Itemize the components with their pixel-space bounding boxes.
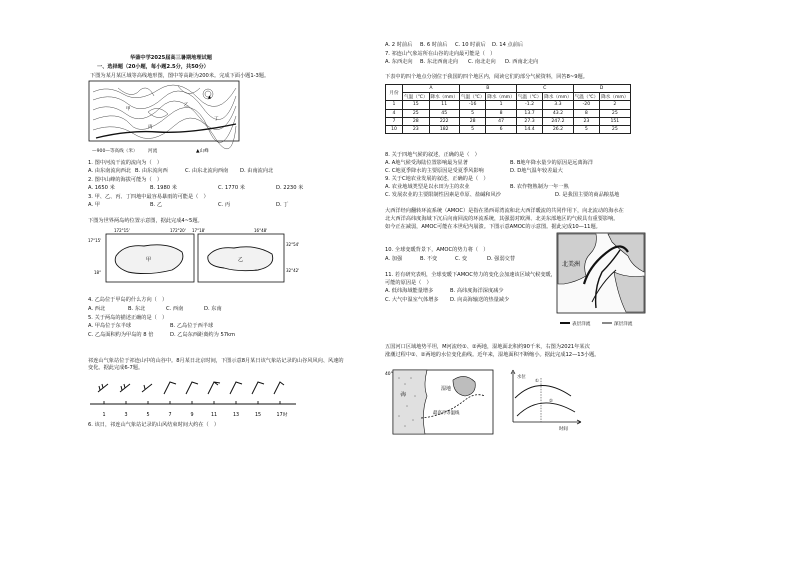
q3-stem: 3. 甲、乙、丙、丁四地中最容易暴雨的可能是（ ） [88, 194, 209, 200]
sub-header: 气温（℃） [516, 93, 543, 101]
q8-option-d[interactable]: D. D地气温年较差最大 [510, 168, 563, 174]
q6-option-b[interactable]: B. 6 时前后 [420, 42, 448, 48]
q3-option-a[interactable]: A. 甲 [88, 202, 100, 208]
tide-curve-label: ① [535, 379, 539, 384]
sub-header: 降水（mm） [429, 93, 459, 101]
svg-text:乙: 乙 [184, 103, 189, 108]
sub-header: 气温（℃） [459, 93, 486, 101]
lat-label: 17°15' [88, 238, 102, 243]
wind-tick: 15 [254, 413, 262, 418]
tide-intro-line: 涨潮过程中①、②两地的水位变化曲线。近年来，湿地面积不断缩小。据此完成12—13小题。 [385, 352, 600, 358]
q6-option-c[interactable]: C. 10 时前后 [455, 42, 486, 48]
section-intro: 下图为某月某区域等高线地形图，图中等高距为200米。完成下面小题1-3题。 [90, 73, 270, 79]
wind-tick: 7 [168, 413, 172, 418]
q9-option-c[interactable]: C. 发展农业的主要限制性因素是草原、盐碱和风沙 [385, 192, 501, 198]
tide-label: 40° [385, 372, 393, 377]
sub-header: 气温（℃） [573, 93, 600, 101]
wind-tick: 17时 [276, 413, 288, 418]
q4-option-a[interactable]: A. 西北 [88, 306, 106, 312]
tide-label: 最高月等温线 [433, 411, 460, 416]
lon-label: 16°48' [254, 228, 268, 233]
q9-option-d[interactable]: D. 是我国主要的商品粮基地 [555, 192, 620, 198]
q8-stem: 8. 关于四地气候的叙述，正确的是（ ） [385, 152, 480, 158]
exam-title: 华蓥中学2025届高三暑期地理试题 [130, 55, 212, 61]
q11-option-a[interactable]: A. 低纬海域能量增多 [385, 288, 434, 294]
q7-option-b[interactable]: B. 东北西南走向 [420, 59, 458, 65]
wind-tick: 13 [232, 413, 240, 418]
legend-river: 河流 [148, 149, 158, 154]
svg-text:甲: 甲 [126, 107, 131, 112]
q2-stem: 2. 图中山峰的海拔可能为（ ） [88, 177, 163, 183]
q4-option-d[interactable]: D. 东南 [204, 306, 222, 312]
legend-surface: 表层洋流 [572, 322, 591, 327]
q7-option-d[interactable]: D. 西南北走向 [505, 59, 539, 65]
legend-contour: —900—等高线（米） [92, 149, 138, 154]
q8-option-b[interactable]: B. B地年降水量少的原因是远离海洋 [510, 160, 594, 166]
tide-label: 湿地 [441, 386, 452, 392]
q5-option-b[interactable]: B. 乙岛位于西半球 [170, 323, 214, 329]
amoc-label-na: 北美洲 [562, 261, 581, 268]
q9-stem: 9. 关于C地农业发展的叙述，正确的是（ ） [385, 176, 489, 182]
lat-label: 32°54' [286, 242, 300, 247]
legend-deep: 深层洋流 [614, 322, 633, 327]
q10-option-a[interactable]: A. 加强 [385, 256, 403, 262]
q3-option-b[interactable]: B. 乙 [150, 202, 163, 208]
q4-stem: 4. 乙岛位于甲岛的什么方向（ ） [88, 297, 168, 303]
peak-icon: ▲ [208, 94, 212, 99]
amoc-intro-line: 如今正在减弱，AMOC可能在本世纪内崩溃。下图示意AMOC的示意图。据此完成10—11题。 [385, 224, 601, 230]
q6-stem: 6. 该日，祁连山气象站记录的山风结束时间大约在（ ） [88, 422, 220, 428]
tide-ylabel: 水位 [517, 375, 526, 380]
lat-label: 18° [94, 270, 102, 275]
table-row: 1 15 11 -16 1 -1.2 3.3 -20 2 [386, 101, 631, 109]
sub-header: 降水（mm） [600, 93, 630, 101]
q2-option-d[interactable]: D. 2230 米 [276, 185, 304, 191]
lon-label: 172°15' [114, 228, 130, 233]
q10-stem: 10. 全球变暖背景下，AMOC的势力将（ ） [385, 247, 489, 253]
lon-label: 17°18' [192, 228, 206, 233]
islands-figure [88, 226, 308, 288]
q1-stem: 1. 图中河流干流的流向为（ ） [88, 160, 163, 166]
sub-header: 降水（mm） [543, 93, 573, 101]
q2-option-a[interactable]: A. 1650 米 [88, 185, 115, 191]
q1-option-a[interactable]: A. 由东南流向西北 [88, 168, 132, 174]
q11-option-c[interactable]: C. 大气中温室气体增多 [385, 297, 439, 303]
wind-tick: 3 [124, 413, 128, 418]
section-heading: 一、选择题（20小题，每小题2.5分，共50分） [97, 64, 209, 70]
table-row: 4 25 45 5 8 13.7 43.2 8 25 [386, 109, 631, 117]
q9-option-b[interactable]: B. 农作物熟制为一年一熟 [510, 184, 569, 190]
q6-option-d[interactable]: D. 14 点前后 [492, 42, 524, 48]
q5-stem: 5. 关于两岛的描述正确的是（ ） [88, 315, 168, 321]
station-header: C [516, 85, 573, 93]
island-name: 甲 [146, 257, 152, 263]
amoc-intro-line: 北大西洋高纬度海域下沉后向南回流的环流系统，其强弱对欧洲、北美东部地区的气候具有重要影响。 [385, 216, 619, 222]
svg-text:丙: 丙 [148, 125, 153, 130]
q5-option-a[interactable]: A. 甲岛位于东半球 [88, 323, 132, 329]
table-row: 7 28 222 28 47 27.3 247.2 23 151 [386, 117, 631, 125]
lon-label: 172°20' [170, 228, 186, 233]
sub-header: 气温（℃） [403, 93, 430, 101]
q1-option-b[interactable]: B. 由东流向西 [135, 168, 168, 174]
q7-option-a[interactable]: A. 东西走向 [385, 59, 413, 65]
tide-label: 海 [401, 392, 407, 398]
wind-intro: 祁连山气象站位于祁连山中的山谷中。8月某日北京时间，下图示意8月某日该气象站记录的山谷风风向、风速的变化。据此完成6-7题。 [88, 358, 344, 371]
q11-option-d[interactable]: D. 向高海输送的热量减少 [450, 297, 510, 303]
amoc-map [556, 232, 646, 332]
wind-tick: 1 [102, 413, 106, 418]
q7-option-c[interactable]: C. 南北走向 [468, 59, 496, 65]
islands-intro: 下图为世界两岛屿位置示意图，据此完成4~5题。 [88, 218, 203, 224]
q2-option-c[interactable]: C. 1770 米 [218, 185, 245, 191]
wind-tick: 5 [146, 413, 150, 418]
q4-option-c[interactable]: C. 西南 [166, 306, 184, 312]
q5-option-d[interactable]: D. 乙岛东西距离约为 57km [170, 332, 236, 338]
q1-option-c[interactable]: C. 由东北流向西南 [185, 168, 229, 174]
table-row: 10 23 182 5 6 14.4 26.2 5 25 [386, 125, 631, 133]
legend-peak: ▲山峰 [196, 149, 209, 154]
lat-label: 32°42' [286, 268, 300, 273]
station-header: D [573, 85, 630, 93]
sub-header: 降水（mm） [486, 93, 516, 101]
q2-option-b[interactable]: B. 1980 米 [150, 185, 177, 191]
tide-xlabel: 时间 [559, 427, 568, 432]
q1-option-d[interactable]: D. 由南流向北 [240, 168, 274, 174]
tide-map [385, 366, 495, 436]
month-header: 月份 [386, 85, 403, 101]
wind-tick: 11 [210, 413, 218, 418]
amoc-intro-line: 大西洋经向翻转环流系统（AMOC）是指在墨西哥湾流和北大西洋暖流的共同作用下，向北流动的海水在 [385, 208, 624, 214]
q8-option-c[interactable]: C. C地夏季降水的主要原因是受夏季风影响 [385, 168, 484, 174]
q11-option-b[interactable]: B. 高纬度海洋深度减少 [450, 288, 504, 294]
q10-option-b[interactable]: B. 不变 [420, 256, 438, 262]
tide-curve-2 [517, 403, 575, 416]
table-intro: 下表中的四个地点分别位于我国的四个地区内，阅读它们的部分气候资料，回答8~9题。 [385, 74, 588, 80]
station-header: A [403, 85, 460, 93]
q7-stem: 7. 祁连山气象站所在山谷的走向最可能是（ ） [385, 51, 496, 57]
island-name: 乙 [238, 257, 244, 263]
wind-barb-figure [86, 378, 301, 422]
q10-option-c[interactable]: C. 变 [455, 256, 468, 262]
q8-option-a[interactable]: A. A地气候受海陆位置影响最为显著 [385, 160, 468, 166]
station-header: B [459, 85, 516, 93]
q3-option-d[interactable]: D. 丁 [276, 202, 289, 208]
q6-option-a[interactable]: A. 2 时前后 [385, 42, 413, 48]
q11-stem: 可能的原因是（ ） [385, 280, 432, 286]
q4-option-b[interactable]: B. 东北 [128, 306, 146, 312]
svg-text:丁: 丁 [214, 117, 219, 122]
tide-chart [505, 368, 585, 432]
tide-curve-label: ② [549, 399, 553, 404]
q11-stem: 11. 若有研究表明，全球变暖下AMOC势力的变化会加速该区域气候变暖， [385, 272, 556, 278]
tide-intro-line: 五国河口区域地势平坦，M河流经①、②两地，湿地面北积约90千米，右图为2021年某次 [385, 344, 590, 350]
wind-tick: 9 [190, 413, 194, 418]
climate-table [385, 84, 631, 134]
q3-option-c[interactable]: C. 丙 [218, 202, 231, 208]
q5-option-c[interactable]: C. 乙岛面积约为甲岛的 8 倍 [88, 332, 154, 338]
q10-option-d[interactable]: D. 强弱交替 [487, 256, 516, 262]
q9-option-a[interactable]: A. 农业地域类型是以水田为主的农业 [385, 184, 470, 190]
tide-curve-1 [515, 385, 571, 398]
